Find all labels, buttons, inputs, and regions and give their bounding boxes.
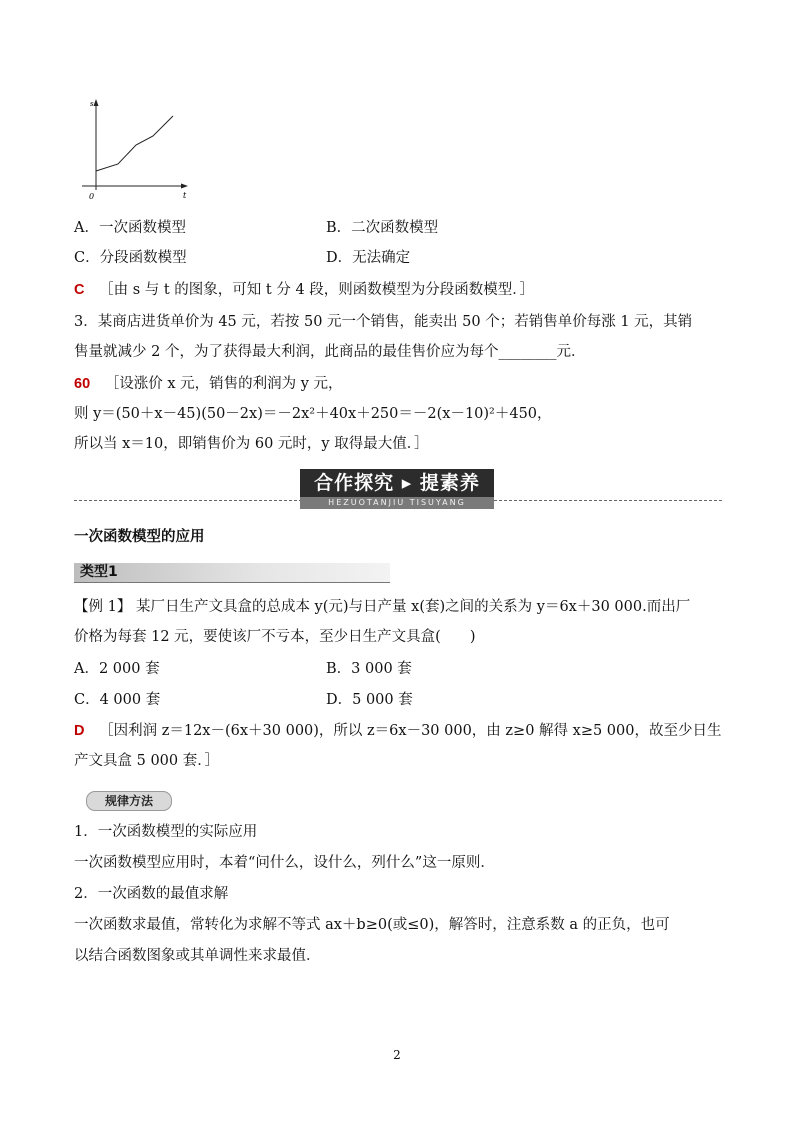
section-banner — [300, 469, 494, 509]
q2-option-d: D．无法确定 — [326, 250, 411, 266]
example1-option-c: C．4 000 套 — [74, 692, 161, 708]
q2-option-b: B．二次函数模型 — [326, 220, 439, 236]
x-axis-arrow — [181, 184, 188, 189]
example1-line1: 【例 1】 某厂日生产文具盒的总成本 y(元)与日产量 x(套)之间的关系为 y＝6x＋30 000.而出厂 — [74, 599, 691, 615]
method-label: 规律方法 — [86, 791, 172, 811]
q3-solution — [74, 374, 343, 394]
q2-option-c: C．分段函数模型 — [74, 250, 187, 266]
q3-answer: 60 — [74, 376, 91, 392]
example1-option-d: D．5 000 套 — [326, 692, 413, 708]
q2-explanation: ［由 s 与 t 的图象，可知 t 分 4 段，则函数模型为分段函数模型．］ — [99, 282, 535, 298]
example1-sol1: ［因利润 z＝12x－(6x＋30 000)，所以 z＝6x－30 000，由 z≥0 解得 x≥5 000，故至少日生 — [99, 723, 722, 739]
type-bar — [74, 563, 390, 583]
q2-solution — [74, 280, 534, 300]
page-number: 2 — [393, 1048, 401, 1062]
s-t-graph — [80, 95, 190, 205]
example1-option-b: B．3 000 套 — [326, 661, 412, 677]
section-title: 一次函数模型的应用 — [74, 529, 205, 545]
banner-subtitle: HEZUOTANJIU TISUYANG — [300, 497, 494, 509]
banner-title: 合作探究 ▸ 提素养 — [300, 469, 494, 497]
q3-sol1: ［设涨价 x 元，销售的利润为 y 元， — [104, 376, 343, 392]
piecewise-line — [96, 116, 173, 171]
q3-sol3: 所以当 x＝10，即销售价为 60 元时，y 取得最大值．］ — [74, 436, 429, 452]
q2-answer: C — [74, 282, 85, 298]
q3-line1: 3．某商店进货单价为 45 元，若按 50 元一个销售，能卖出 50 个；若销售单价每涨 1 元，其销 — [74, 314, 693, 330]
origin-label: 0 — [89, 192, 95, 201]
y-axis-label: s — [90, 100, 94, 108]
q2-option-a: A．一次函数模型 — [74, 220, 186, 236]
method-h1: 1．一次函数模型的实际应用 — [74, 824, 258, 840]
method-p1: 一次函数模型应用时，本着“问什么，设什么，列什么”这一原则． — [74, 855, 495, 871]
method-p2a: 一次函数求最值，常转化为求解不等式 ax＋b≥0(或≤0)，解答时，注意系数 a 的正负，也可 — [74, 917, 670, 933]
y-axis-arrow — [94, 99, 99, 106]
method-p2b: 以结合函数图象或其单调性来求最值． — [74, 948, 321, 964]
example1-sol2: 产文具盒 5 000 套．］ — [74, 753, 219, 769]
type-label: 类型1 — [80, 564, 118, 580]
example1-option-a: A．2 000 套 — [74, 661, 160, 677]
example1-solution — [74, 721, 722, 741]
example1-line2: 价格为每套 12 元，要使该厂不亏本，至少日生产文具盒( ) — [74, 629, 476, 645]
x-axis-label: t — [183, 191, 187, 200]
example1-answer: D — [74, 723, 85, 739]
q3-sol2: 则 y＝(50＋x－45)(50－2x)＝－2x²＋40x＋250＝－2(x－10)²＋450， — [74, 406, 552, 422]
q3-line2: 售量就减少 2 个，为了获得最大利润，此商品的最佳售价应为每个________元． — [74, 344, 586, 360]
method-h2: 2．一次函数的最值求解 — [74, 886, 229, 902]
